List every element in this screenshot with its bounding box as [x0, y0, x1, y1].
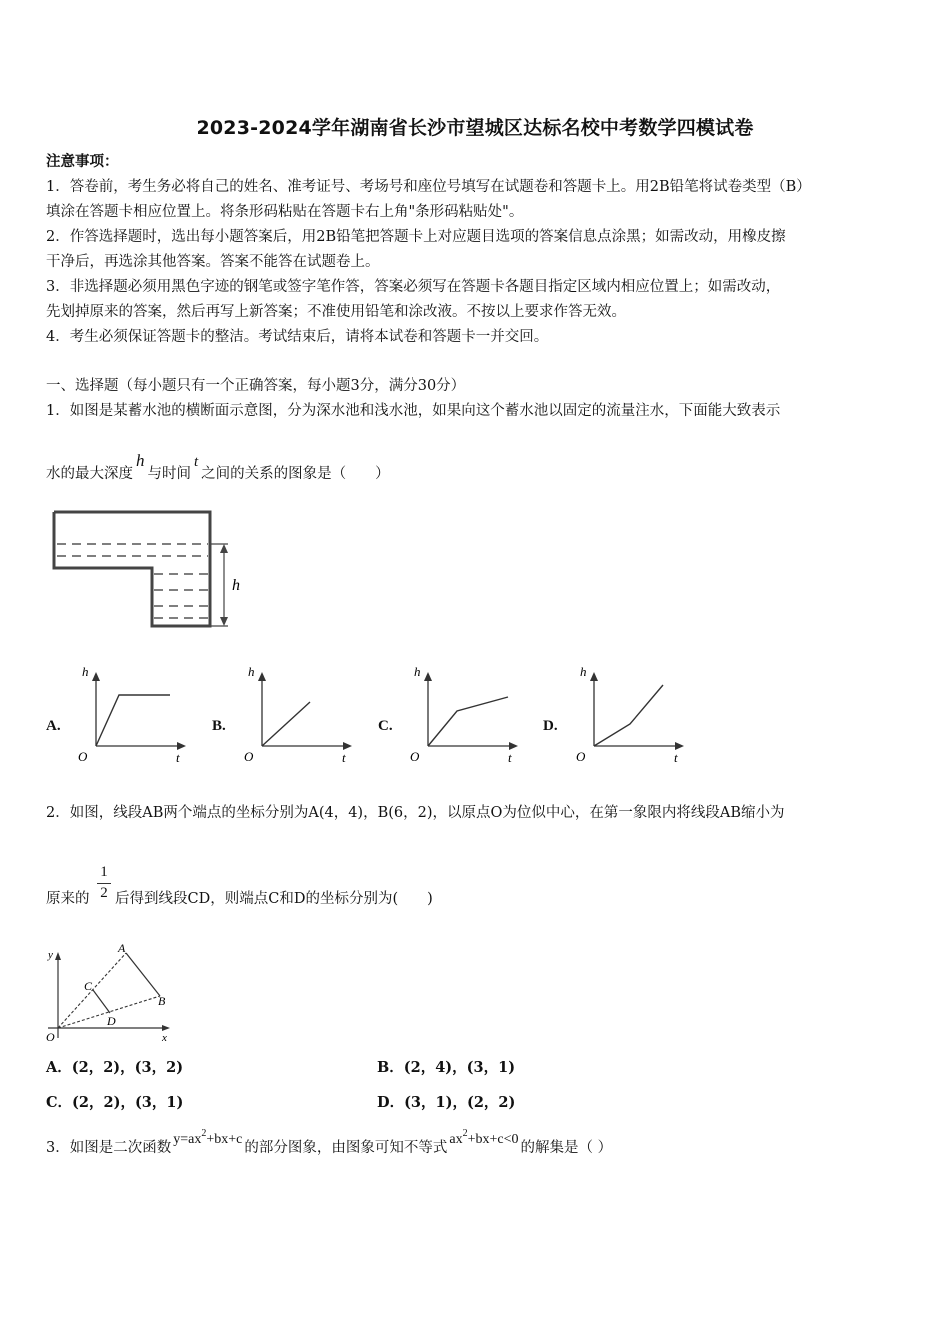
fraction-one-half: 1 2 [97, 864, 111, 902]
notice-line: 3．非选择题必须用黑色字迹的钢笔或签字笔作答，答案必须写在答题卡各题目指定区域内相应位置上；如需改动， [46, 279, 781, 295]
question-2-text: 2．如图，线段AB两个端点的坐标分别为A(4，4)，B(6，2)，以原点O为位似中心，在第一象限内将线段AB缩小为 [46, 805, 785, 821]
page-title: 2023-2024学年湖南省长沙市望城区达标名校中考数学四模试卷 [196, 117, 754, 139]
section-heading: 一、选择题（每小题只有一个正确答案，每小题3分，满分30分） [46, 378, 466, 394]
option-d-axis-x: t [674, 750, 678, 765]
option-b-origin: O [244, 749, 254, 764]
option-a-graph[interactable] [68, 660, 198, 770]
option-d-graph[interactable] [566, 660, 696, 770]
svg-text:D: D [107, 1014, 116, 1028]
reservoir-figure [48, 508, 248, 638]
similarity-figure [40, 940, 180, 1045]
question-2-text-2: 原来的 [46, 891, 90, 907]
option-d-origin: O [576, 749, 586, 764]
notice-line: 4．考生必须保证答题卡的整洁。考试结束后，请将本试卷和答题卡一并交回。 [46, 329, 549, 345]
svg-text:C: C [84, 979, 93, 993]
option-d-label[interactable]: D. [543, 718, 558, 734]
notice-line: 先划掉原来的答案，然后再写上新答案；不准使用铅笔和涂改液。不按以上要求作答无效。 [46, 304, 626, 320]
option-a-axis-y: h [82, 664, 89, 679]
question-1-text-2: 水的最大深度h与时间t之间的关系的图象是（ ） [46, 451, 390, 482]
notice-line: 填涂在答题卡相应位置上。将条形码粘贴在答题卡右上角"条形码粘贴处"。 [46, 204, 524, 220]
option-d-axis-y: h [580, 664, 587, 679]
option-b-axis-x: t [342, 750, 346, 765]
svg-text:B: B [158, 994, 166, 1008]
option-b-graph[interactable] [234, 660, 364, 770]
question-3-text: 3．如图是二次函数$y=ax^2+bx+c$的部分图象，由图象可知不等式$ax^2+bx+c<0$的解集是（ ） [46, 1128, 613, 1156]
svg-text:x: x [162, 1032, 167, 1044]
option-c-axis-y: h [414, 664, 421, 679]
svg-text:y: y [48, 949, 53, 961]
notice-line: 干净后，再选涂其他答案。答案不能答在试题卷上。 [46, 254, 380, 270]
depth-label: h [232, 577, 240, 594]
option-a-label[interactable]: A. [46, 718, 61, 734]
q2-option-c[interactable]: C．(2，2)，(3，1) [46, 1094, 184, 1111]
option-a-origin: O [78, 749, 88, 764]
svg-text:A: A [118, 941, 126, 955]
option-c-label[interactable]: C. [378, 718, 393, 734]
q2-option-a[interactable]: A．(2，2)，(3，2) [46, 1059, 184, 1076]
q2-option-d[interactable]: D．(3，1)，(2，2) [377, 1094, 516, 1111]
notice-line: 2．作答选择题时，选出每小题答案后，用2B铅笔把答题卡上对应题目选项的答案信息点涂黑；如需改动，用橡皮擦 [46, 229, 786, 245]
question-2-text-3: 后得到线段CD，则端点C和D的坐标分别为( ) [115, 891, 433, 907]
notice-heading: 注意事项： [46, 153, 119, 170]
option-a-axis-x: t [176, 750, 180, 765]
svg-text:O: O [46, 1030, 55, 1044]
option-c-graph[interactable] [400, 660, 530, 770]
option-b-axis-y: h [248, 664, 255, 679]
notice-line: 1．答卷前，考生务必将自己的姓名、准考证号、考场号和座位号填写在试题卷和答题卡上。用2B铅笔将试卷类型（B） [46, 179, 811, 195]
option-c-axis-x: t [508, 750, 512, 765]
q2-option-b[interactable]: B．(2，4)，(3，1) [377, 1059, 516, 1076]
option-b-label[interactable]: B. [212, 718, 226, 734]
question-1-text: 1．如图是某蓄水池的横断面示意图，分为深水池和浅水池，如果向这个蓄水池以固定的流量注水，下面能大致表示 [46, 403, 781, 419]
option-c-origin: O [410, 749, 420, 764]
